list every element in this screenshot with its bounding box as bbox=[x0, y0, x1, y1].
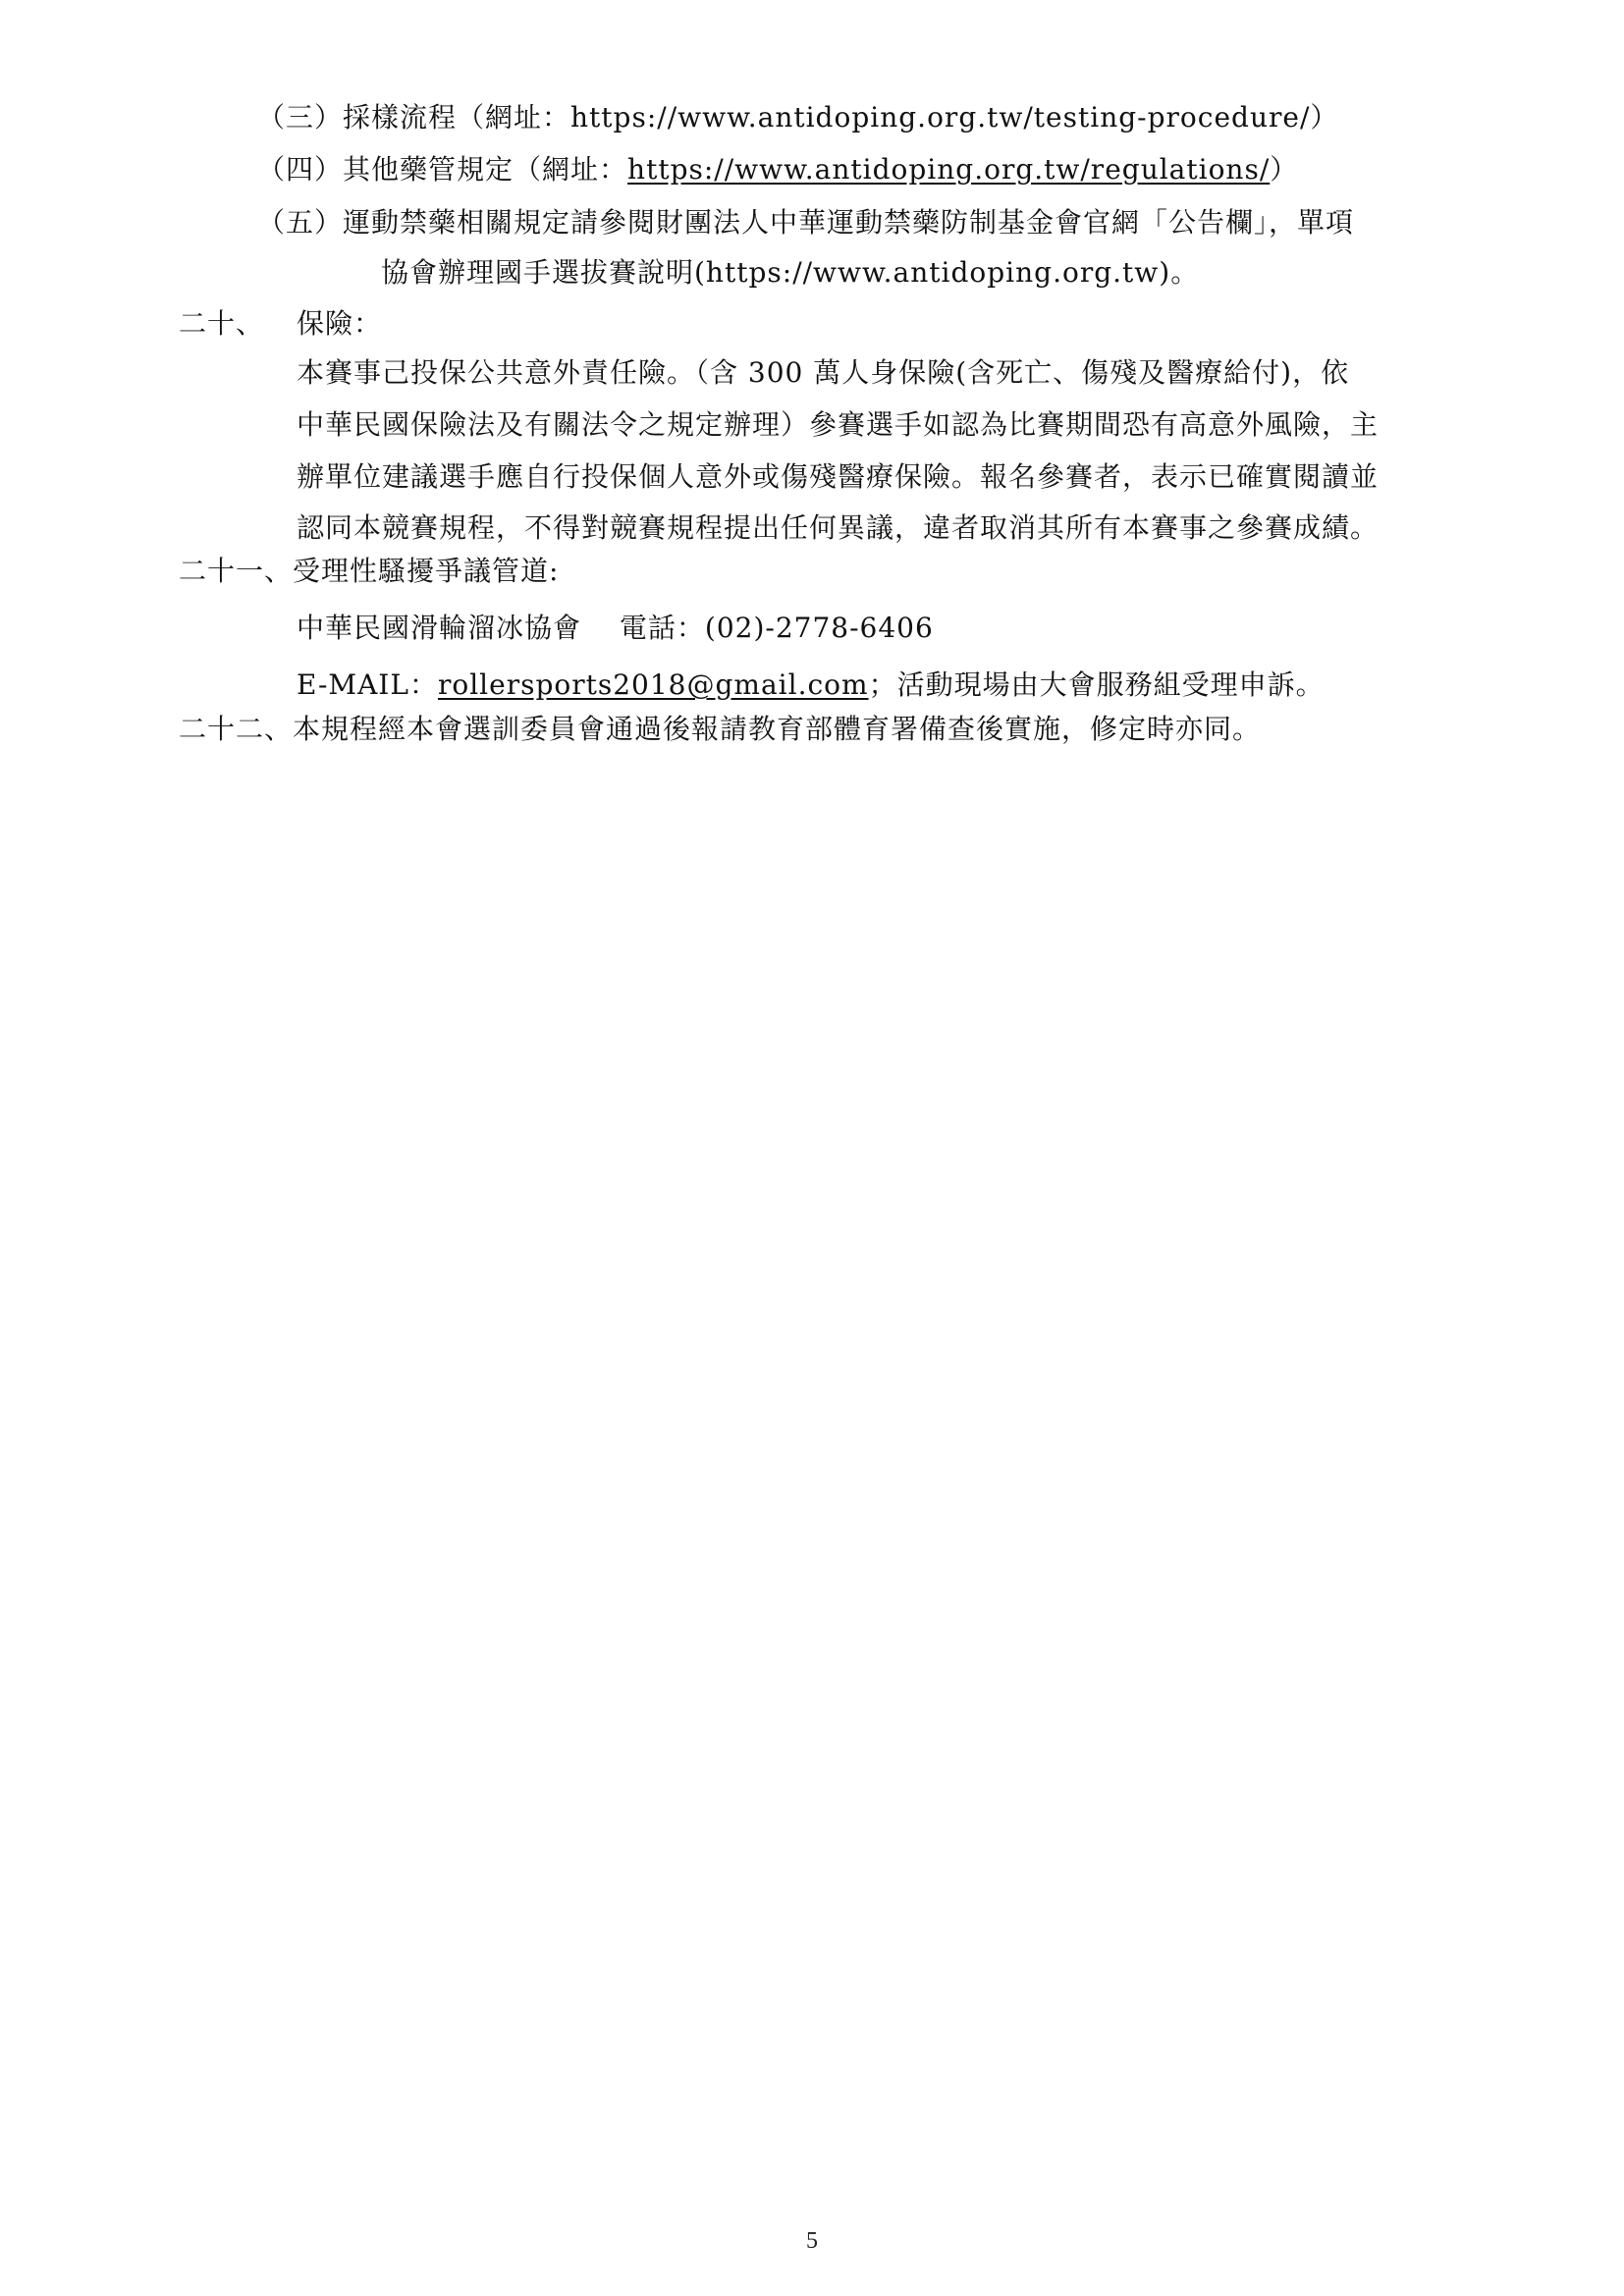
approval-line bbox=[179, 710, 1261, 749]
insurance-text-3: 辦單位建議選手應自行投保個人意外或傷殘醫療保險。報名參賽者，表示已確實閱讀並 bbox=[297, 460, 1380, 493]
anti-doping-notice-text-2: 協會辦理國手選拔賽說明(https://www.antidoping.org.tw)。 bbox=[381, 256, 1200, 289]
insurance-heading-line bbox=[179, 304, 264, 344]
anti-doping-notice-line-2 bbox=[381, 253, 1199, 293]
item-marker-4: （四） bbox=[257, 153, 344, 186]
harassment-heading-line bbox=[179, 552, 559, 591]
insurance-paragraph-line-2 bbox=[297, 405, 1379, 445]
section-marker-22: 二十二、 bbox=[179, 713, 294, 745]
testing-procedure-text: 採樣流程（網址：https://www.antidoping.org.tw/testing-procedure/） bbox=[343, 101, 1339, 133]
item-marker-5: （五） bbox=[257, 206, 344, 239]
insurance-text-2: 中華民國保險法及有關法令之規定辦理）參賽選手如認為比賽期間恐有高意外風險，主 bbox=[297, 408, 1380, 441]
insurance-text-4: 認同本競賽規程，不得對競賽規程提出任何異議，違者取消其所有本賽事之參賽成績。 bbox=[297, 511, 1380, 544]
insurance-heading bbox=[297, 304, 382, 344]
email-link[interactable]: rollersports2018@gmail.com bbox=[437, 668, 869, 701]
section-marker-21: 二十一、 bbox=[179, 555, 294, 587]
testing-procedure-line bbox=[257, 98, 1338, 137]
other-regulations-suffix: ） bbox=[1270, 153, 1299, 186]
anti-doping-notice-line-1 bbox=[257, 203, 1354, 242]
page-number: 5 bbox=[806, 2228, 818, 2254]
insurance-heading-text: 保險： bbox=[297, 307, 383, 340]
email-suffix: ；活動現場由大會服務組受理申訴。 bbox=[868, 668, 1325, 701]
insurance-paragraph-line-1 bbox=[297, 353, 1349, 393]
section-marker-20: 二十、 bbox=[179, 307, 265, 340]
insurance-paragraph-line-4 bbox=[297, 508, 1379, 548]
regulations-link[interactable]: https://www.antidoping.org.tw/regulations/ bbox=[627, 153, 1271, 186]
insurance-text-1: 本賽事己投保公共意外責任險。（含 300 萬人身保險(含死亡、傷殘及醫療給付)，依 bbox=[297, 356, 1350, 389]
email-prefix: E-MAIL： bbox=[297, 668, 438, 701]
harassment-heading-text: 受理性騷擾爭議管道: bbox=[293, 555, 560, 587]
other-regulations-line bbox=[257, 150, 1298, 189]
approval-text: 本規程經本會選訓委員會通過後報請教育部體育署備查後實施，修定時亦同。 bbox=[293, 713, 1262, 745]
anti-doping-notice-text-1: 運動禁藥相關規定請參閱財團法人中華運動禁藥防制基金會官網「公告欄」，單項 bbox=[343, 206, 1355, 239]
other-regulations-prefix: 其他藥管規定（網址： bbox=[343, 153, 628, 186]
harassment-contact-line bbox=[297, 609, 934, 648]
harassment-contact-text: 中華民國滑輪溜冰協會 電話：(02)-2778-6406 bbox=[297, 612, 934, 644]
item-marker-3: （三） bbox=[257, 101, 344, 133]
harassment-email-line bbox=[297, 666, 1325, 705]
insurance-paragraph-line-3 bbox=[297, 457, 1379, 497]
